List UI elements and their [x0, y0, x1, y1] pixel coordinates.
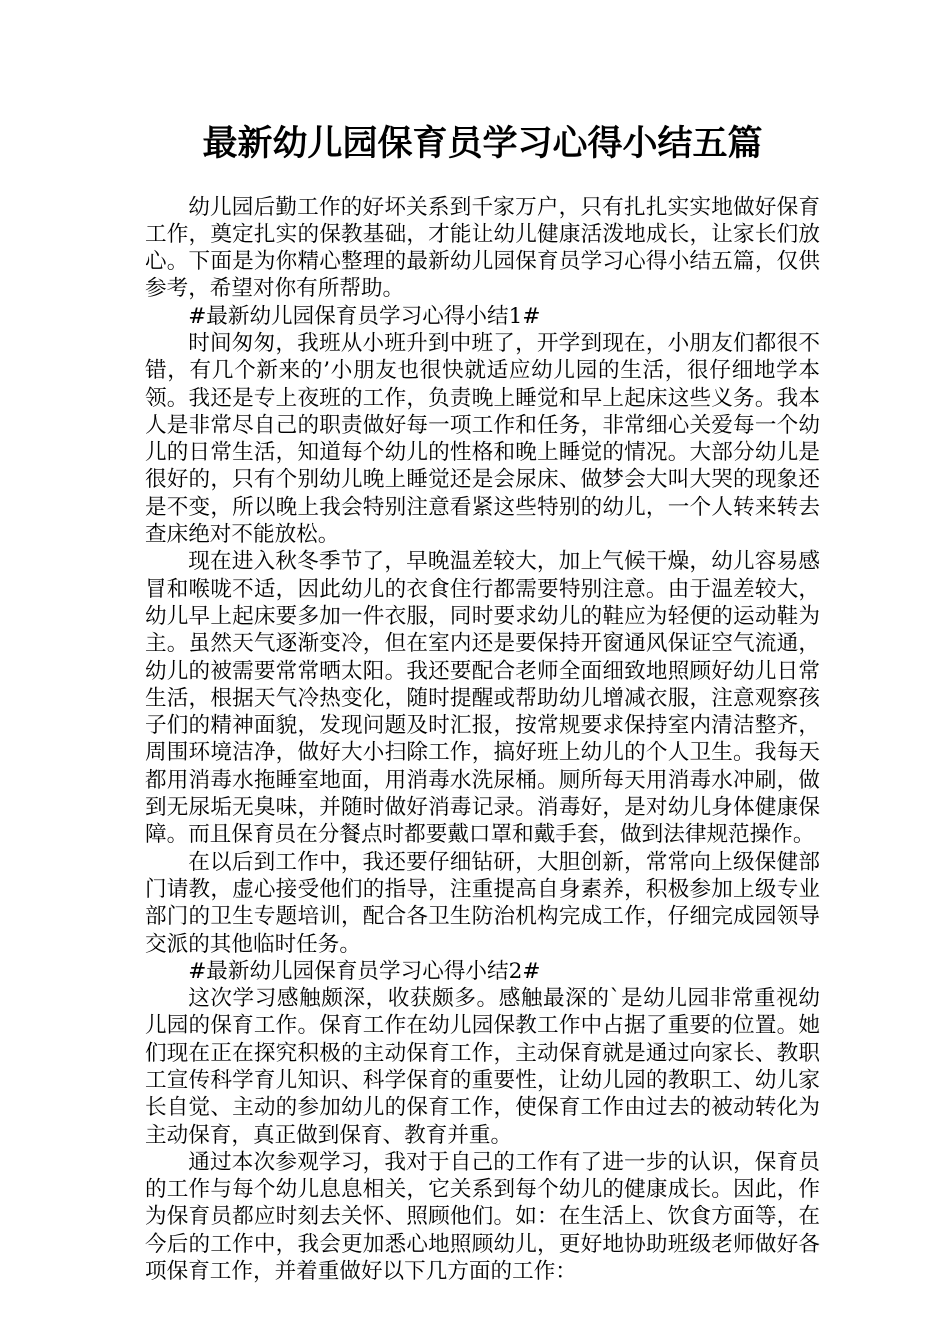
paragraph: 现在进入秋冬季节了，早晚温差较大，加上气候干燥，幼儿容易感冒和喉咙不适，因此幼儿的衣食住行都需要特别注意。由于温差较大，幼儿早上起床要多加一件衣服，同时要求幼儿的鞋应为轻便的运动鞋为主。虽然天气逐渐变冷，但在室内还是要保持开窗通风保证空气流通，幼儿的被需要常常晒太阳。我还要配合老师全面细致地照顾好幼儿日常生活，根据天气冷热变化，随时提醒或帮助幼儿增减衣服，注意观察孩子们的精神面貌，发现问题及时汇报，按常规要求保持室内清洁整齐，周围环境洁净，做好大小扫除工作，搞好班上幼儿的个人卫生。我每天都用消毒水拖睡室地面，用消毒水洗尿桶。厕所每天用消毒水冲刷，做到无尿垢无臭味，并随时做好消毒记录。消毒好，是对幼儿身体健康保障。而且保育员在分餐点时都要戴口罩和戴手套，做到法律规范操作。 — [145, 549, 820, 848]
section-heading-2: #最新幼儿园保育员学习心得小结2# — [188, 958, 541, 984]
intro-paragraph: 幼儿园后勤工作的好坏关系到千家万户，只有扎扎实实地做好保育工作，奠定扎实的保教基础，才能让幼儿健康活泼地成长，让家长们放心。下面是为你精心整理的最新幼儿园保育员学习心得小结五篇，仅供参考，希望对你有所帮助。 — [145, 194, 820, 302]
paragraph: 时间匆匆，我班从小班升到中班了，开学到现在，小朋友们都很不错，有几个新来的’小朋友也很快就适应幼儿园的生活，很仔细地学本领。我还是专上夜班的工作，负责晚上睡觉和早上起床这些义务。我本人是非常尽自己的职责做好每一项工作和任务，非常细心关爱每一个幼儿的日常生活，知道每个幼儿的性格和晚上睡觉的情况。大部分幼儿是很好的，只有个别幼儿晚上睡觉还是会尿床、做梦会大叫大哭的现象还是不变，所以晚上我会特别注意看紧这些特别的幼儿，一个人转来转去查床绝对不能放松。 — [145, 330, 820, 548]
paragraph: 这次学习感触颇深，收获颇多。感触最深的`是幼儿园非常重视幼儿园的保育工作。保育工作在幼儿园保教工作中占据了重要的位置。她们现在正在探究积极的主动保育工作，主动保育就是通过向家长、教职工宣传科学育儿知识、科学保育的重要性，让幼儿园的教职工、幼儿家长自觉、主动的参加幼儿的保育工作，使保育工作由过去的被动转化为主动保育，真正做到保育、教育并重。 — [145, 986, 820, 1148]
paragraph: 在以后到工作中，我还要仔细钻研，大胆创新，常常向上级保健部门请教，虚心接受他们的指导，注重提高自身素养，积极参加上级专业部门的卫生专题培训，配合各卫生防治机构完成工作，仔细完成园领导交派的其他临时任务。 — [145, 849, 820, 957]
section-heading-1: #最新幼儿园保育员学习心得小结1# — [188, 303, 541, 329]
document-title: 最新幼儿园保育员学习心得小结五篇 — [202, 124, 763, 164]
paragraph: 通过本次参观学习，我对于自己的工作有了进一步的认识，保育员的工作与每个幼儿息息相关，它关系到每个幼儿的健康成长。因此，作为保育员都应时刻去关怀、照顾他们。如：在生活上、饮食方面等，在今后的工作中，我会更加悉心地照顾幼儿，更好地协助班级老师做好各项保育工作，并着重做好以下几方面的工作： — [145, 1149, 820, 1285]
document-body — [145, 194, 820, 1286]
